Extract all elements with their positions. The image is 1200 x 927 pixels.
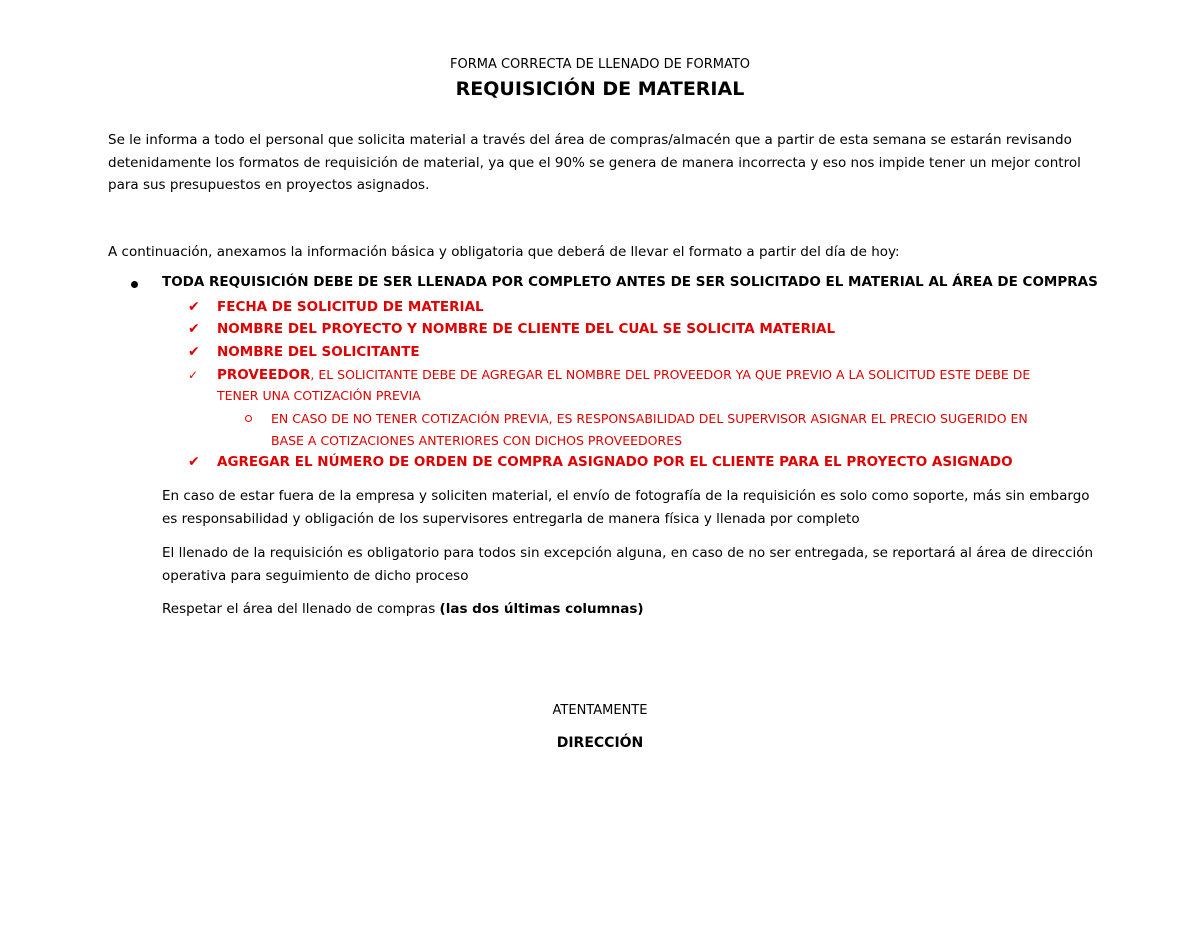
proveedor-label: PROVEEDOR bbox=[217, 367, 311, 383]
photo-paragraph bbox=[162, 485, 1090, 530]
respect-bold: (las dos últimas columnas) bbox=[439, 601, 644, 617]
mandatory-line: operativa para seguimiento de dicho proceso bbox=[162, 567, 469, 584]
check-item: NOMBRE DEL PROYECTO Y NOMBRE DE CLIENTE DEL CUAL SE SOLICITA MATERIAL bbox=[217, 321, 836, 337]
checkmark-icon: ✔ bbox=[188, 344, 200, 360]
bullet-item: TODA REQUISICIÓN DEBE DE SER LLENADA POR COMPLETO ANTES DE SER SOLICITADO EL MATERIAL AL ÁREA DE COMPRAS bbox=[162, 274, 1098, 290]
lead-paragraph: A continuación, anexamos la información básica y obligatoria que deberá de llevar el formato a partir del día de hoy: bbox=[108, 244, 900, 260]
intro-paragraph bbox=[108, 129, 1098, 197]
checkmark-icon: ✓ bbox=[188, 368, 199, 382]
check-item: FECHA DE SOLICITUD DE MATERIAL bbox=[217, 299, 484, 315]
mandatory-line: El llenado de la requisición es obligatorio para todos sin excepción alguna, en caso de no ser entregada, se reportará al área de dirección bbox=[162, 545, 1094, 561]
intro-line: detenidamente los formatos de requisición de material, ya que el 90% se genera de manera incorrecta y eso nos impide tener un mejor control bbox=[108, 154, 1081, 171]
document-supertitle: FORMA CORRECTA DE LLENADO DE FORMATO bbox=[449, 57, 751, 72]
signature: DIRECCIÓN bbox=[556, 735, 644, 751]
intro-line: para sus presupuestos en proyectos asignados. bbox=[108, 177, 430, 193]
closing: ATENTAMENTE bbox=[552, 703, 648, 718]
sub-item-line: BASE A COTIZACIONES ANTERIORES CON DICHOS PROVEEDORES bbox=[271, 433, 683, 448]
respect-paragraph bbox=[162, 598, 644, 621]
hollow-circle-icon bbox=[245, 415, 252, 422]
check-item-proveedor bbox=[217, 364, 1030, 386]
respect-text: Respetar el área del llenado de compras bbox=[162, 601, 440, 617]
checkmark-icon: ✔ bbox=[188, 321, 200, 337]
checkmark-icon: ✔ bbox=[188, 454, 200, 470]
checkmark-icon: ✔ bbox=[188, 299, 200, 315]
photo-line: En caso de estar fuera de la empresa y soliciten material, el envío de fotografía de la requisición es solo como soporte, más sin embargo bbox=[162, 488, 1090, 504]
sub-item-line: EN CASO DE NO TENER COTIZACIÓN PREVIA, ES RESPONSABILIDAD DEL SUPERVISOR ASIGNAR EL PRECIO SUGERIDO EN bbox=[271, 411, 1028, 426]
check-item: AGREGAR EL NÚMERO DE ORDEN DE COMPRA ASIGNADO POR EL CLIENTE PARA EL PROYECTO ASIGNADO bbox=[217, 454, 1013, 470]
proveedor-text: , EL SOLICITANTE DEBE DE AGREGAR EL NOMBRE DEL PROVEEDOR YA QUE PREVIO A LA SOLICITUD ESTE DEBE DE bbox=[310, 367, 1031, 382]
intro-line: Se le informa a todo el personal que solicita material a través del área de compras/almacén que a partir de esta semana se estarán revisando bbox=[108, 132, 1072, 148]
mandatory-paragraph bbox=[162, 542, 1093, 587]
check-item: NOMBRE DEL SOLICITANTE bbox=[217, 344, 420, 360]
proveedor-text-line2: TENER UNA COTIZACIÓN PREVIA bbox=[217, 388, 421, 403]
bullet-dot-icon bbox=[131, 281, 138, 288]
photo-line: es responsabilidad y obligación de los supervisores entregarla de manera física y llenada por completo bbox=[162, 510, 860, 527]
document-title: REQUISICIÓN DE MATERIAL bbox=[455, 78, 745, 100]
